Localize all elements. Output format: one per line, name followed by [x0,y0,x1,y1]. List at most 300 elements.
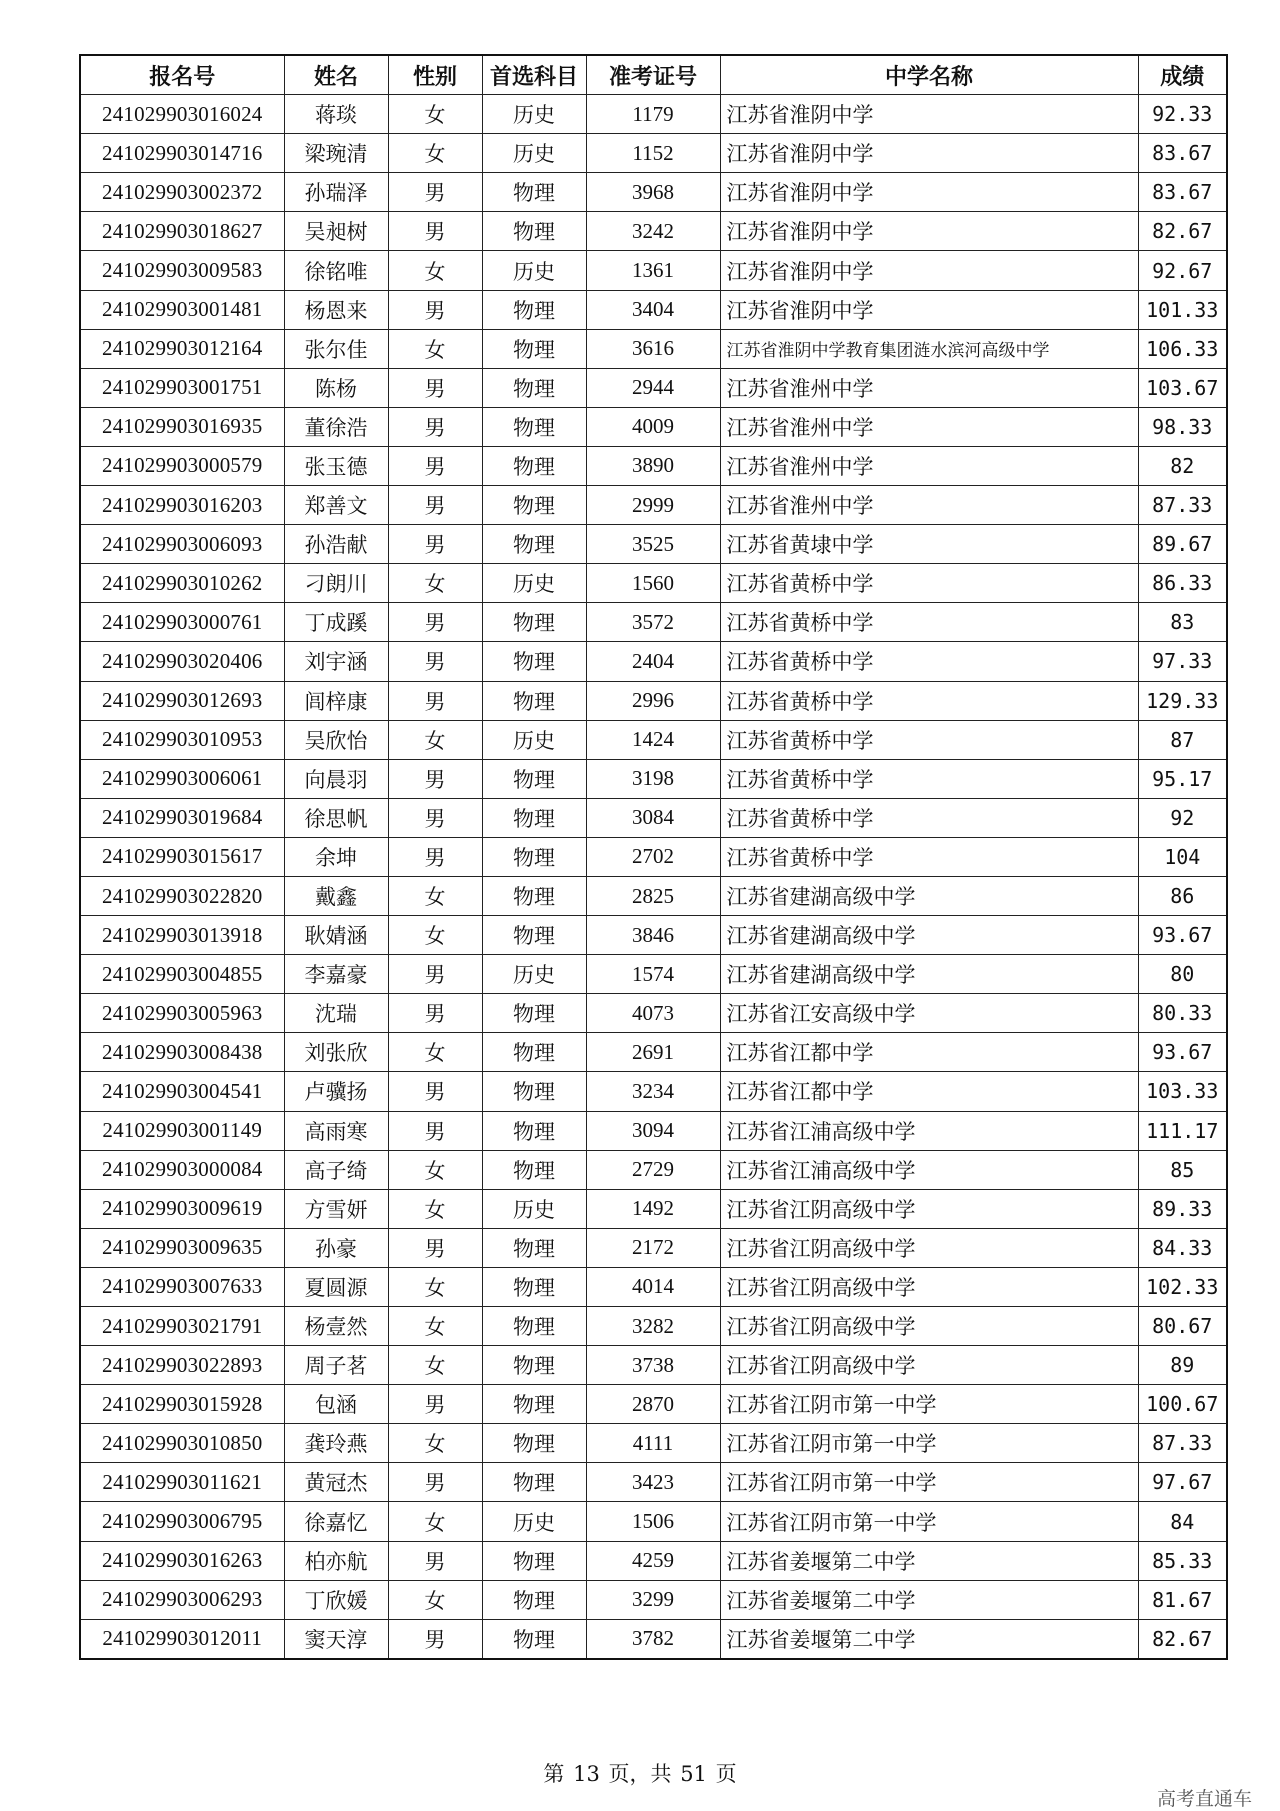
cell-gender: 男 [388,407,482,446]
table-row [80,564,1227,603]
cell-name: 孙豪 [284,1228,388,1267]
table-row [80,212,1227,251]
cell-school-name: 江苏省淮州中学 [720,407,1138,446]
cell-first-subject: 物理 [482,994,586,1033]
cell-score: 103.33 [1138,1072,1227,1111]
cell-first-subject: 物理 [482,446,586,485]
cell-first-subject: 物理 [482,876,586,915]
cell-score: 101.33 [1138,290,1227,329]
cell-first-subject: 物理 [482,486,586,525]
table-row [80,1267,1227,1306]
table-row [80,916,1227,955]
watermark-text: 高考直通车 [1156,1788,1252,1810]
cell-name: 柏亦航 [284,1541,388,1580]
table-row [80,1502,1227,1541]
table-row [80,1307,1227,1346]
cell-score: 106.33 [1138,329,1227,368]
cell-score: 104 [1138,837,1227,876]
cell-first-subject: 历史 [482,1189,586,1228]
cell-name: 杨壹然 [284,1307,388,1346]
cell-exam-ticket-no: 4009 [586,407,720,446]
cell-registration-no: 241029903015928 [80,1385,284,1424]
cell-gender: 男 [388,525,482,564]
cell-registration-no: 241029903009635 [80,1228,284,1267]
cell-gender: 男 [388,955,482,994]
cell-first-subject: 物理 [482,681,586,720]
cell-first-subject: 历史 [482,1502,586,1541]
cell-name: 刘张欣 [284,1033,388,1072]
cell-score: 81.67 [1138,1580,1227,1619]
cell-exam-ticket-no: 4259 [586,1541,720,1580]
cell-name: 包涵 [284,1385,388,1424]
cell-name: 李嘉豪 [284,955,388,994]
cell-exam-ticket-no: 1492 [586,1189,720,1228]
cell-first-subject: 物理 [482,1033,586,1072]
cell-school-name: 江苏省江都中学 [720,1033,1138,1072]
table-row [80,1619,1227,1659]
cell-score: 86 [1138,876,1227,915]
cell-exam-ticket-no: 3198 [586,759,720,798]
cell-gender: 男 [388,368,482,407]
cell-gender: 女 [388,1424,482,1463]
cell-exam-ticket-no: 2172 [586,1228,720,1267]
cell-name: 张尔佳 [284,329,388,368]
cell-exam-ticket-no: 3404 [586,290,720,329]
table-row [80,1150,1227,1189]
cell-score: 92.67 [1138,251,1227,290]
cell-school-name: 江苏省淮阴中学教育集团涟水滨河高级中学 [720,329,1138,368]
cell-first-subject: 物理 [482,603,586,642]
header-registration-no: 报名号 [80,55,284,95]
cell-registration-no: 241029903000761 [80,603,284,642]
cell-gender: 女 [388,1150,482,1189]
cell-name: 戴鑫 [284,876,388,915]
cell-name: 耿婧涵 [284,916,388,955]
cell-registration-no: 241029903000579 [80,446,284,485]
cell-first-subject: 物理 [482,1463,586,1502]
cell-exam-ticket-no: 3423 [586,1463,720,1502]
cell-score: 92 [1138,798,1227,837]
cell-gender: 女 [388,1580,482,1619]
cell-gender: 男 [388,1385,482,1424]
cell-gender: 男 [388,1619,482,1659]
cell-registration-no: 241029903011621 [80,1463,284,1502]
table-row [80,837,1227,876]
cell-first-subject: 物理 [482,1580,586,1619]
cell-school-name: 江苏省黄埭中学 [720,525,1138,564]
table-row [80,407,1227,446]
cell-score: 83.67 [1138,173,1227,212]
cell-registration-no: 241029903021791 [80,1307,284,1346]
cell-first-subject: 物理 [482,759,586,798]
cell-exam-ticket-no: 2729 [586,1150,720,1189]
cell-first-subject: 物理 [482,368,586,407]
cell-name: 黄冠杰 [284,1463,388,1502]
table-row [80,1463,1227,1502]
cell-first-subject: 物理 [482,1072,586,1111]
cell-registration-no: 241029903016024 [80,95,284,134]
cell-registration-no: 241029903001751 [80,368,284,407]
table-row [80,525,1227,564]
cell-exam-ticket-no: 3738 [586,1346,720,1385]
cell-gender: 男 [388,290,482,329]
cell-name: 刁朗川 [284,564,388,603]
cell-registration-no: 241029903015617 [80,837,284,876]
cell-registration-no: 241029903000084 [80,1150,284,1189]
cell-school-name: 江苏省淮阴中学 [720,134,1138,173]
cell-exam-ticket-no: 3299 [586,1580,720,1619]
table-row [80,1189,1227,1228]
header-exam-ticket-no: 准考证号 [586,55,720,95]
cell-registration-no: 241029903006061 [80,759,284,798]
cell-gender: 女 [388,1307,482,1346]
cell-name: 高子绮 [284,1150,388,1189]
cell-score: 89.67 [1138,525,1227,564]
cell-gender: 女 [388,329,482,368]
cell-score: 111.17 [1138,1111,1227,1150]
cell-score: 82.67 [1138,1619,1227,1659]
cell-score: 129.33 [1138,681,1227,720]
table-row [80,1424,1227,1463]
cell-school-name: 江苏省黄桥中学 [720,837,1138,876]
cell-school-name: 江苏省江阴高级中学 [720,1267,1138,1306]
cell-first-subject: 历史 [482,955,586,994]
cell-name: 徐铭唯 [284,251,388,290]
cell-registration-no: 241029903010953 [80,720,284,759]
header-first-subject: 首选科目 [482,55,586,95]
footer-suffix: 页 [715,1762,737,1786]
cell-school-name: 江苏省姜堰第二中学 [720,1541,1138,1580]
table-row [80,486,1227,525]
page-footer [0,1758,1280,1788]
cell-name: 陈杨 [284,368,388,407]
cell-school-name: 江苏省江阴高级中学 [720,1189,1138,1228]
cell-name: 徐思帆 [284,798,388,837]
cell-exam-ticket-no: 3572 [586,603,720,642]
cell-registration-no: 241029903001481 [80,290,284,329]
header-gender: 性别 [388,55,482,95]
cell-name: 周子茗 [284,1346,388,1385]
cell-school-name: 江苏省江浦高级中学 [720,1111,1138,1150]
cell-school-name: 江苏省建湖高级中学 [720,876,1138,915]
cell-name: 蒋琰 [284,95,388,134]
cell-name: 向晨羽 [284,759,388,798]
cell-registration-no: 241029903004541 [80,1072,284,1111]
cell-name: 孙浩献 [284,525,388,564]
cell-name: 高雨寒 [284,1111,388,1150]
cell-registration-no: 241029903020406 [80,642,284,681]
cell-registration-no: 241029903006795 [80,1502,284,1541]
cell-registration-no: 241029903016203 [80,486,284,525]
cell-registration-no: 241029903006093 [80,525,284,564]
cell-name: 卢骥扬 [284,1072,388,1111]
cell-first-subject: 物理 [482,1424,586,1463]
cell-registration-no: 241029903009619 [80,1189,284,1228]
table-row [80,876,1227,915]
cell-registration-no: 241029903006293 [80,1580,284,1619]
cell-school-name: 江苏省黄桥中学 [720,681,1138,720]
cell-exam-ticket-no: 1560 [586,564,720,603]
cell-first-subject: 物理 [482,173,586,212]
cell-exam-ticket-no: 2404 [586,642,720,681]
table-row [80,955,1227,994]
cell-gender: 女 [388,916,482,955]
cell-gender: 男 [388,446,482,485]
cell-first-subject: 物理 [482,1150,586,1189]
cell-school-name: 江苏省淮州中学 [720,486,1138,525]
header-name: 姓名 [284,55,388,95]
cell-first-subject: 历史 [482,95,586,134]
cell-gender: 男 [388,681,482,720]
cell-score: 100.67 [1138,1385,1227,1424]
table-row [80,251,1227,290]
cell-school-name: 江苏省姜堰第二中学 [720,1619,1138,1659]
admission-list-table [79,54,1228,1660]
cell-first-subject: 物理 [482,1346,586,1385]
table-row [80,290,1227,329]
cell-school-name: 江苏省淮阴中学 [720,290,1138,329]
table-row [80,95,1227,134]
cell-registration-no: 241029903022820 [80,876,284,915]
cell-school-name: 江苏省江阴高级中学 [720,1307,1138,1346]
cell-registration-no: 241029903016263 [80,1541,284,1580]
cell-exam-ticket-no: 2944 [586,368,720,407]
cell-gender: 男 [388,1463,482,1502]
table-row [80,720,1227,759]
cell-exam-ticket-no: 1574 [586,955,720,994]
cell-exam-ticket-no: 1506 [586,1502,720,1541]
table-row [80,1111,1227,1150]
cell-first-subject: 物理 [482,837,586,876]
cell-first-subject: 物理 [482,798,586,837]
cell-score: 80.33 [1138,994,1227,1033]
table-row [80,1580,1227,1619]
cell-exam-ticket-no: 4111 [586,1424,720,1463]
table-row [80,368,1227,407]
cell-registration-no: 241029903009583 [80,251,284,290]
cell-first-subject: 物理 [482,1385,586,1424]
cell-school-name: 江苏省建湖高级中学 [720,955,1138,994]
cell-gender: 女 [388,1189,482,1228]
table-row [80,681,1227,720]
cell-school-name: 江苏省江阴市第一中学 [720,1502,1138,1541]
table-row [80,798,1227,837]
cell-school-name: 江苏省淮州中学 [720,368,1138,407]
cell-registration-no: 241029903018627 [80,212,284,251]
footer-page-number: 13 [573,1762,600,1786]
cell-registration-no: 241029903005963 [80,994,284,1033]
cell-school-name: 江苏省黄桥中学 [720,798,1138,837]
cell-gender: 男 [388,837,482,876]
cell-registration-no: 241029903012011 [80,1619,284,1659]
footer-prefix: 第 [543,1762,565,1786]
cell-score: 95.17 [1138,759,1227,798]
cell-name: 龚玲燕 [284,1424,388,1463]
cell-gender: 男 [388,1228,482,1267]
cell-gender: 男 [388,798,482,837]
cell-exam-ticket-no: 4073 [586,994,720,1033]
cell-school-name: 江苏省江阴高级中学 [720,1346,1138,1385]
cell-first-subject: 物理 [482,1307,586,1346]
cell-score: 80.67 [1138,1307,1227,1346]
cell-school-name: 江苏省黄桥中学 [720,603,1138,642]
table-row [80,134,1227,173]
cell-exam-ticket-no: 1152 [586,134,720,173]
cell-name: 郑善文 [284,486,388,525]
cell-score: 98.33 [1138,407,1227,446]
cell-exam-ticket-no: 4014 [586,1267,720,1306]
cell-gender: 男 [388,994,482,1033]
cell-score: 103.67 [1138,368,1227,407]
cell-exam-ticket-no: 2870 [586,1385,720,1424]
cell-exam-ticket-no: 2702 [586,837,720,876]
cell-score: 93.67 [1138,916,1227,955]
cell-name: 沈瑞 [284,994,388,1033]
cell-first-subject: 物理 [482,290,586,329]
cell-score: 82.67 [1138,212,1227,251]
cell-exam-ticket-no: 1179 [586,95,720,134]
cell-name: 余坤 [284,837,388,876]
cell-score: 97.33 [1138,642,1227,681]
table-row [80,173,1227,212]
cell-score: 93.67 [1138,1033,1227,1072]
table-row [80,1033,1227,1072]
cell-registration-no: 241029903002372 [80,173,284,212]
footer-mid: 页，共 [608,1762,672,1786]
cell-exam-ticket-no: 3968 [586,173,720,212]
cell-name: 梁琬清 [284,134,388,173]
cell-registration-no: 241029903012164 [80,329,284,368]
cell-score: 92.33 [1138,95,1227,134]
cell-gender: 男 [388,1111,482,1150]
cell-score: 86.33 [1138,564,1227,603]
cell-gender: 女 [388,134,482,173]
cell-name: 张玉德 [284,446,388,485]
cell-exam-ticket-no: 3084 [586,798,720,837]
cell-gender: 男 [388,759,482,798]
cell-name: 吴欣怡 [284,720,388,759]
cell-exam-ticket-no: 3616 [586,329,720,368]
cell-first-subject: 物理 [482,1267,586,1306]
cell-gender: 女 [388,720,482,759]
cell-score: 85 [1138,1150,1227,1189]
header-score: 成绩 [1138,55,1227,95]
cell-exam-ticket-no: 3846 [586,916,720,955]
table-row [80,994,1227,1033]
cell-gender: 女 [388,1502,482,1541]
cell-score: 83.67 [1138,134,1227,173]
cell-registration-no: 241029903022893 [80,1346,284,1385]
cell-gender: 女 [388,95,482,134]
cell-score: 89.33 [1138,1189,1227,1228]
cell-first-subject: 历史 [482,720,586,759]
cell-score: 89 [1138,1346,1227,1385]
cell-exam-ticket-no: 2825 [586,876,720,915]
cell-registration-no: 241029903012693 [80,681,284,720]
table-row [80,759,1227,798]
cell-gender: 女 [388,876,482,915]
cell-exam-ticket-no: 3234 [586,1072,720,1111]
cell-score: 87.33 [1138,1424,1227,1463]
cell-exam-ticket-no: 1361 [586,251,720,290]
cell-school-name: 江苏省姜堰第二中学 [720,1580,1138,1619]
cell-exam-ticket-no: 3242 [586,212,720,251]
cell-school-name: 江苏省淮阴中学 [720,212,1138,251]
cell-first-subject: 历史 [482,251,586,290]
cell-school-name: 江苏省江都中学 [720,1072,1138,1111]
cell-score: 84.33 [1138,1228,1227,1267]
cell-exam-ticket-no: 2691 [586,1033,720,1072]
cell-score: 87.33 [1138,486,1227,525]
cell-score: 82 [1138,446,1227,485]
cell-school-name: 江苏省江阴市第一中学 [720,1424,1138,1463]
cell-exam-ticket-no: 2999 [586,486,720,525]
cell-school-name: 江苏省淮阴中学 [720,173,1138,212]
cell-score: 85.33 [1138,1541,1227,1580]
cell-first-subject: 物理 [482,407,586,446]
cell-first-subject: 物理 [482,1228,586,1267]
cell-exam-ticket-no: 3282 [586,1307,720,1346]
cell-exam-ticket-no: 3525 [586,525,720,564]
cell-school-name: 江苏省淮阴中学 [720,95,1138,134]
table-row [80,1228,1227,1267]
table-header-row [80,55,1227,95]
cell-name: 闾梓康 [284,681,388,720]
cell-registration-no: 241029903019684 [80,798,284,837]
table-row [80,1346,1227,1385]
cell-school-name: 江苏省江浦高级中学 [720,1150,1138,1189]
cell-gender: 男 [388,1541,482,1580]
cell-first-subject: 物理 [482,329,586,368]
cell-first-subject: 物理 [482,916,586,955]
table-row [80,1385,1227,1424]
cell-gender: 男 [388,1072,482,1111]
header-school-name: 中学名称 [720,55,1138,95]
cell-school-name: 江苏省黄桥中学 [720,642,1138,681]
cell-school-name: 江苏省黄桥中学 [720,759,1138,798]
cell-registration-no: 241029903010850 [80,1424,284,1463]
cell-name: 杨恩来 [284,290,388,329]
cell-first-subject: 物理 [482,525,586,564]
cell-school-name: 江苏省淮阴中学 [720,251,1138,290]
cell-name: 吴昶树 [284,212,388,251]
cell-score: 102.33 [1138,1267,1227,1306]
cell-gender: 男 [388,603,482,642]
table-row [80,603,1227,642]
cell-registration-no: 241029903004855 [80,955,284,994]
cell-name: 董徐浩 [284,407,388,446]
cell-gender: 女 [388,1033,482,1072]
cell-exam-ticket-no: 3782 [586,1619,720,1659]
cell-name: 方雪妍 [284,1189,388,1228]
cell-name: 刘宇涵 [284,642,388,681]
cell-name: 徐嘉忆 [284,1502,388,1541]
table-row [80,642,1227,681]
cell-gender: 男 [388,173,482,212]
cell-first-subject: 物理 [482,1111,586,1150]
cell-registration-no: 241029903013918 [80,916,284,955]
cell-first-subject: 历史 [482,134,586,173]
cell-score: 97.67 [1138,1463,1227,1502]
cell-exam-ticket-no: 3094 [586,1111,720,1150]
cell-first-subject: 物理 [482,642,586,681]
cell-first-subject: 物理 [482,212,586,251]
table-body [80,95,1227,1659]
cell-first-subject: 物理 [482,1541,586,1580]
cell-exam-ticket-no: 3890 [586,446,720,485]
cell-exam-ticket-no: 1424 [586,720,720,759]
cell-registration-no: 241029903007633 [80,1267,284,1306]
